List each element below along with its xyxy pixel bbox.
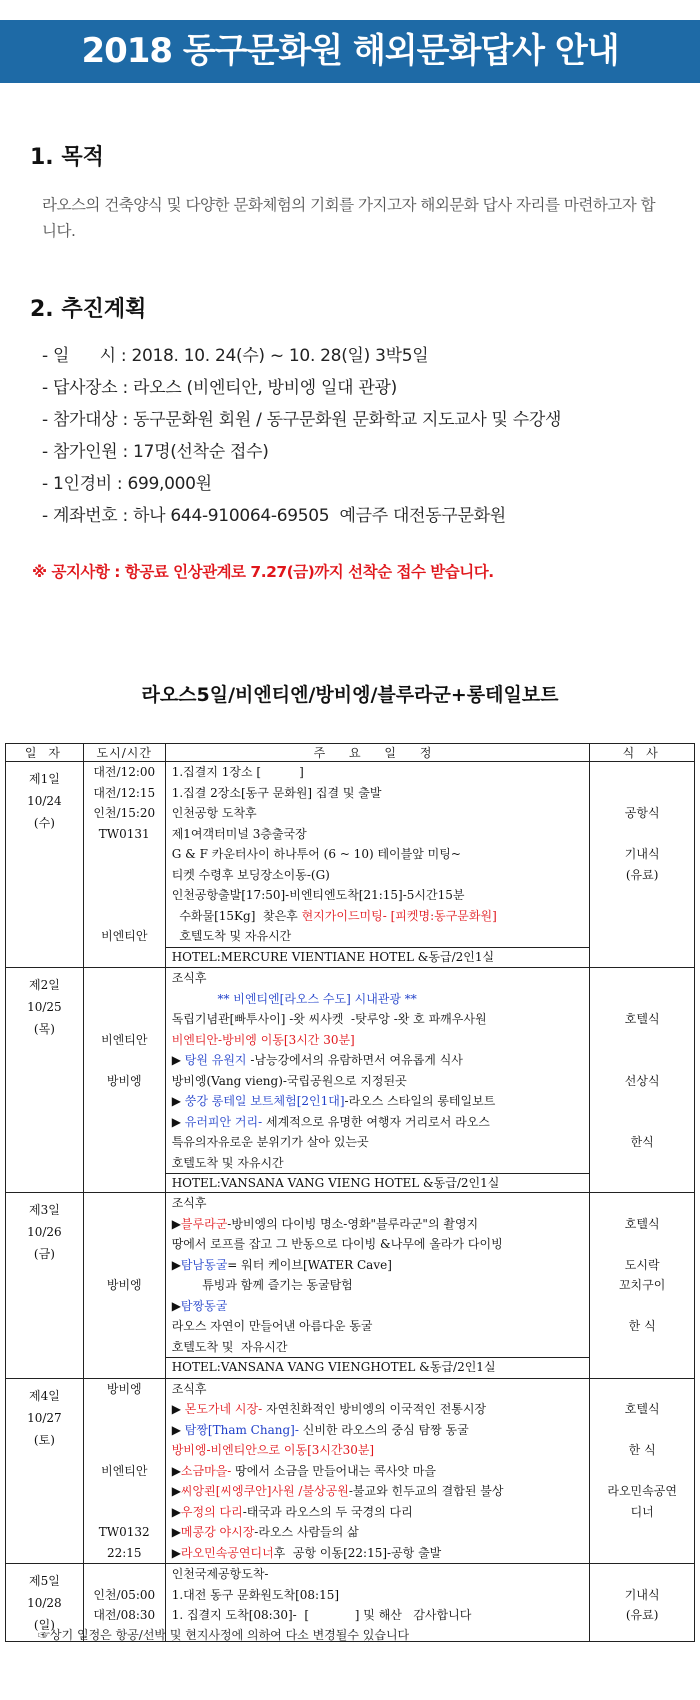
day-label: 10/26 bbox=[27, 1225, 62, 1239]
schedule-line bbox=[166, 1440, 590, 1461]
meal-label bbox=[590, 1379, 694, 1400]
schedule-text: 조식후 bbox=[171, 1381, 207, 1396]
hotel-info: HOTEL:MERCURE VIENTIANE HOTEL &동급/2인1실 bbox=[166, 947, 590, 966]
day-label: (수) bbox=[33, 816, 55, 830]
city-time-label bbox=[84, 1193, 165, 1214]
schedule-text: ▶ bbox=[171, 1463, 181, 1478]
meal-label bbox=[590, 1050, 694, 1071]
page-title-banner bbox=[0, 20, 700, 83]
meal-label bbox=[590, 1153, 694, 1174]
city-time-label bbox=[84, 1091, 165, 1112]
city-time-label: 인천/15:20 bbox=[93, 806, 156, 820]
city-time-label bbox=[84, 1481, 165, 1502]
city-time-label bbox=[84, 968, 165, 989]
schedule-text: 1.집결 2장소[동구 문화원] 집결 및 출발 bbox=[171, 785, 382, 800]
schedule-line bbox=[166, 803, 590, 824]
city-time-label bbox=[84, 1132, 165, 1153]
schedule-text: ▶ bbox=[171, 1114, 185, 1129]
schedule-text: ▶ bbox=[171, 1504, 181, 1519]
day-label: 제5일 bbox=[28, 1574, 60, 1588]
schedule-text: ▶ bbox=[171, 1216, 181, 1231]
meal-label bbox=[590, 989, 694, 1010]
schedule-text: 우정의 다리 bbox=[180, 1504, 243, 1519]
plan-item-count: - 참가인원 : 17명(선착순 접수) bbox=[42, 442, 269, 462]
schedule-text: 조식후 bbox=[171, 1196, 207, 1210]
schedule-text: 1. 집결지 도착[08:30]- [ ] 및 해산 감사합니다 bbox=[171, 1608, 472, 1622]
schedule-text: 땅에서 로프를 잡고 그 반동으로 다이빙 &나무에 올라가 다이빙 bbox=[171, 1237, 503, 1251]
meal-label: 한식 bbox=[630, 1135, 654, 1149]
day-label: 제1일 bbox=[28, 772, 60, 786]
city-time-label bbox=[84, 1502, 165, 1523]
schedule-line bbox=[166, 1585, 590, 1606]
city-time-label bbox=[84, 1440, 165, 1461]
schedule-line bbox=[166, 1543, 590, 1564]
schedule-line bbox=[166, 989, 590, 1010]
day-label: (토) bbox=[33, 1432, 55, 1447]
schedule-text: ▶ bbox=[171, 1422, 185, 1437]
schedule-text: 인천공항출발[17:50]-비엔티엔도착[21:15]-5시간15분 bbox=[171, 888, 465, 902]
meal-label bbox=[590, 1420, 694, 1441]
schedule-line bbox=[166, 1522, 590, 1543]
schedule-text: 씨앙쾬[씨엥쿠안]사원 /불상공원 bbox=[180, 1484, 349, 1498]
schedule-text: ** 비엔티엔[라오스 수도] 시내관광 ** bbox=[171, 991, 417, 1006]
meal-label bbox=[590, 783, 694, 804]
meal-label: (유료) bbox=[625, 1608, 659, 1622]
schedule-line bbox=[166, 1255, 590, 1276]
schedule-line bbox=[166, 1337, 590, 1358]
schedule-line bbox=[166, 1296, 590, 1317]
schedule-text: ▶ bbox=[171, 1545, 181, 1560]
meal-label bbox=[590, 1112, 694, 1133]
city-time-label bbox=[84, 1316, 165, 1337]
meal-label: 호텔식 bbox=[624, 1402, 660, 1416]
meal-label bbox=[590, 1296, 694, 1317]
schedule-text: 수화물[15Kg] 찾은후 bbox=[171, 908, 302, 923]
schedule-row bbox=[6, 1193, 695, 1379]
meal-label bbox=[590, 885, 694, 906]
schedule-text: -남능강에서의 유람하면서 여유롭게 식사 bbox=[246, 1053, 463, 1067]
day-label: 제3일 bbox=[28, 1203, 60, 1217]
meal-label bbox=[590, 1564, 694, 1585]
city-time-label: 비엔티안 bbox=[101, 1032, 148, 1047]
schedule-text: 탐짱[Tham Chang]- bbox=[184, 1422, 299, 1437]
schedule-line bbox=[166, 1379, 590, 1400]
city-time-label bbox=[84, 989, 165, 1010]
schedule-text: 호텔도착 및 자유시간 bbox=[171, 929, 292, 943]
schedule-text: 탕원 유원지 bbox=[184, 1053, 247, 1067]
schedule-text: 땅에서 소금을 만들어내는 콕사앗 마을 bbox=[231, 1463, 436, 1478]
schedule-text: 1.집결지 1장소 [ ] bbox=[171, 765, 304, 779]
schedule-text: 자연친화적인 방비엥의 이국적인 전통시장 bbox=[262, 1402, 487, 1416]
city-time-label bbox=[84, 1009, 165, 1030]
meal-cell bbox=[590, 1564, 695, 1642]
meal-label: 기내식 bbox=[624, 1587, 660, 1602]
city-time-label bbox=[84, 885, 165, 906]
schedule-line bbox=[166, 1193, 590, 1214]
purpose-heading: 1. 목적 bbox=[30, 145, 104, 170]
city-time-label: 비엔티안 bbox=[101, 929, 148, 943]
schedule-text: -불교와 힌두교의 결합된 불상 bbox=[348, 1484, 504, 1498]
meal-label bbox=[590, 1234, 694, 1255]
meal-label bbox=[590, 1543, 694, 1564]
city-time-label bbox=[84, 865, 165, 886]
schedule-text: ▶ bbox=[171, 1053, 185, 1067]
schedule-line bbox=[166, 1234, 590, 1255]
city-time-label: 방비엥 bbox=[106, 1278, 142, 1292]
city-time-label bbox=[84, 844, 165, 865]
schedule-text: 후 공항 이동[22:15]-공항 출발 bbox=[273, 1545, 442, 1560]
city-time-label bbox=[84, 1050, 165, 1071]
meal-label: 선상식 bbox=[624, 1073, 660, 1088]
meal-label bbox=[590, 1337, 694, 1358]
schedule-line bbox=[166, 885, 590, 906]
meal-label: 호텔식 bbox=[624, 1012, 660, 1026]
schedule-cell bbox=[165, 1193, 590, 1379]
city-time-label bbox=[84, 1234, 165, 1255]
meal-cell bbox=[590, 1193, 695, 1379]
meal-label: 기내식 bbox=[624, 847, 660, 861]
schedule-text: 튜빙과 함께 즐기는 동굴탐험 bbox=[171, 1278, 353, 1292]
day-label: 10/24 bbox=[27, 794, 62, 808]
meal-label: 도시락 bbox=[624, 1257, 660, 1272]
schedule-line bbox=[166, 906, 590, 927]
schedule-text: ▶ bbox=[171, 1257, 181, 1272]
schedule-text: = 워터 케이브[WATER Cave] bbox=[227, 1257, 392, 1272]
schedule-line bbox=[166, 1071, 590, 1092]
schedule-line bbox=[166, 1091, 590, 1112]
schedule-text: 방비엥(Vang vieng)-국립공원으로 지정된곳 bbox=[171, 1073, 407, 1088]
city-time-label: 대전/08:30 bbox=[93, 1608, 156, 1622]
schedule-text: 호텔도착 및 자유시간 bbox=[171, 1339, 288, 1354]
schedule-line bbox=[166, 1050, 590, 1071]
city-time-label: 22:15 bbox=[106, 1545, 142, 1560]
meal-cell bbox=[590, 762, 695, 968]
schedule-text: 몬도가네 시장- bbox=[184, 1402, 263, 1416]
schedule-text: -방비엥의 다이빙 명소-영화"블루라군"의 촬영지 bbox=[227, 1216, 479, 1231]
day-label: (목) bbox=[33, 1022, 55, 1036]
footer-note: ☞상기 일정은 항공/선박 및 현지사정에 의하여 다소 변경될수 있습니다 bbox=[38, 1628, 410, 1642]
schedule-text: 독립기념관[빠투사이] -왓 씨사켓 -탓루앙 -왓 호 파깨우사원 bbox=[171, 1012, 487, 1026]
city-time-label: 방비엥 bbox=[106, 1381, 142, 1396]
schedule-line bbox=[166, 926, 590, 947]
schedule-line bbox=[166, 1564, 590, 1585]
schedule-text: 탐짱동굴 bbox=[180, 1298, 228, 1313]
plan-item-place: - 답사장소 : 라오스 (비엔티안, 방비엥 일대 관광) bbox=[42, 378, 397, 398]
schedule-text: 쑹강 롱테일 보트체험[2인1대] bbox=[184, 1094, 345, 1108]
schedule-line bbox=[166, 968, 590, 989]
schedule-header-row bbox=[6, 744, 695, 762]
schedule-line bbox=[166, 1420, 590, 1441]
schedule-text: 인천국제공항도착- bbox=[171, 1567, 269, 1581]
city-time-label bbox=[84, 1564, 165, 1585]
schedule-text: 블루라군 bbox=[180, 1216, 228, 1231]
city-time-label bbox=[84, 1214, 165, 1235]
schedule-text: 신비한 라오스의 중심 탐짱 동굴 bbox=[298, 1422, 469, 1437]
city-cell bbox=[83, 762, 165, 968]
schedule-text: 인천공항 도착후 bbox=[171, 806, 257, 820]
schedule-cell bbox=[165, 1378, 590, 1564]
schedule-table bbox=[5, 743, 695, 1642]
header-day: 일 자 bbox=[6, 744, 84, 762]
meal-label bbox=[590, 906, 694, 927]
schedule-line bbox=[166, 865, 590, 886]
city-time-label: 대전/12:00 bbox=[93, 765, 156, 779]
schedule-line bbox=[166, 844, 590, 865]
schedule-text: 특유의자유로운 분위기가 살아 있는곳 bbox=[171, 1135, 369, 1149]
plan-item-cost: - 1인경비 : 699,000원 bbox=[42, 474, 212, 494]
schedule-text: G & F 카운터사이 하나투어 (6 ~ 10) 테이블앞 미팅~ bbox=[171, 847, 461, 861]
meal-label bbox=[590, 1522, 694, 1543]
city-time-label bbox=[84, 1296, 165, 1317]
schedule-text: 라오민속공연디너 bbox=[180, 1545, 274, 1560]
meal-label: 공항식 bbox=[624, 806, 660, 820]
schedule-text: 메콩강 야시장 bbox=[180, 1525, 255, 1539]
schedule-text: 조식후 bbox=[171, 971, 207, 985]
header-city: 도시/시간 bbox=[83, 744, 165, 762]
schedule-text: 호텔도착 및 자유시간 bbox=[171, 1155, 284, 1170]
city-time-label: 대전/12:15 bbox=[93, 785, 156, 800]
city-time-label: 방비엥 bbox=[106, 1073, 142, 1088]
tour-title: 라오스5일/비엔티엔/방비엥/블루라군+롱테일보트 bbox=[141, 684, 559, 706]
day-cell bbox=[6, 1378, 84, 1564]
city-time-label: TW0132 bbox=[98, 1525, 150, 1539]
schedule-text: 소금마을- bbox=[180, 1463, 232, 1478]
schedule-body bbox=[6, 762, 695, 1642]
schedule-text: 유러피안 거리- bbox=[184, 1114, 263, 1129]
schedule-line bbox=[166, 1112, 590, 1133]
city-cell bbox=[83, 1378, 165, 1564]
schedule-text: ▶ bbox=[171, 1484, 181, 1498]
meal-cell bbox=[590, 968, 695, 1193]
meal-label: 한 식 bbox=[628, 1319, 656, 1333]
header-meals: 식 사 bbox=[590, 744, 695, 762]
meal-label bbox=[590, 1030, 694, 1051]
plan-item-date: - 일 시 : 2018. 10. 24(수) ~ 10. 28(일) 3박5일 bbox=[42, 346, 429, 366]
meal-label bbox=[590, 1461, 694, 1482]
schedule-text: ▶ bbox=[171, 1298, 181, 1313]
schedule-text: 현지가이드미팅- [피켓명:동구문화원] bbox=[301, 908, 497, 923]
notice-text: ※ 공지사항 : 항공료 인상관계로 7.27(금)까지 선착순 접수 받습니다. bbox=[32, 563, 494, 581]
day-cell bbox=[6, 762, 84, 968]
schedule-line bbox=[166, 1605, 590, 1626]
schedule-line bbox=[166, 1030, 590, 1051]
day-label: 제4일 bbox=[28, 1388, 60, 1403]
schedule-line bbox=[166, 824, 590, 845]
day-label: 제2일 bbox=[28, 978, 60, 992]
meal-label bbox=[590, 824, 694, 845]
schedule-row bbox=[6, 762, 695, 968]
city-time-label bbox=[84, 1399, 165, 1420]
schedule-line bbox=[166, 762, 590, 783]
meal-label: (유료) bbox=[625, 867, 659, 882]
page-title: 2018 동구문화원 해외문화답사 안내 bbox=[81, 31, 619, 71]
meal-label bbox=[590, 762, 694, 783]
schedule-cell bbox=[165, 762, 590, 968]
schedule-text: -라오스 스타일의 롱테일보트 bbox=[344, 1094, 496, 1108]
schedule-text: ▶ bbox=[171, 1402, 185, 1416]
plan-heading: 2. 추진계획 bbox=[30, 297, 147, 322]
schedule-row bbox=[6, 1378, 695, 1564]
schedule-text: ▶ bbox=[171, 1094, 185, 1108]
schedule-line bbox=[166, 783, 590, 804]
header-schedule: 주 요 일 정 bbox=[165, 744, 590, 762]
schedule-line bbox=[166, 1481, 590, 1502]
schedule-line bbox=[166, 1275, 590, 1296]
schedule-text: 비엔티안-방비엥 이동[3시간 30분] bbox=[171, 1032, 355, 1047]
meal-cell bbox=[590, 1378, 695, 1564]
plan-item-target: - 참가대상 : 동구문화원 회원 / 동구문화원 문화학교 지도교사 및 수강생 bbox=[42, 410, 562, 430]
meal-label bbox=[590, 1193, 694, 1214]
schedule-text: 탐남동굴 bbox=[180, 1257, 228, 1272]
city-time-label: TW0131 bbox=[98, 826, 150, 841]
meal-label bbox=[590, 947, 694, 968]
meal-label bbox=[590, 926, 694, 947]
city-time-label: 인천/05:00 bbox=[93, 1587, 156, 1602]
day-label: 10/25 bbox=[27, 1000, 62, 1014]
schedule-row bbox=[6, 968, 695, 1193]
purpose-text: 라오스의 건축양식 및 다양한 문화체험의 기회를 가지고자 해외문화 답사 자리를 마련하고자 합니다. bbox=[42, 196, 656, 240]
meal-label bbox=[590, 1357, 694, 1378]
schedule-cell bbox=[165, 968, 590, 1193]
schedule-text: 제1여객터미널 3층출국장 bbox=[171, 826, 307, 841]
hotel-info: HOTEL:VANSANA VANG VIENGHOTEL &동급/2인1실 bbox=[166, 1357, 590, 1376]
city-cell bbox=[83, 968, 165, 1193]
city-time-label bbox=[84, 1420, 165, 1441]
city-time-label bbox=[84, 1112, 165, 1133]
hotel-info: HOTEL:VANSANA VANG VIENG HOTEL &동급/2인1실 bbox=[166, 1173, 590, 1192]
day-label: (일) bbox=[33, 1618, 55, 1632]
day-label: 10/28 bbox=[27, 1596, 62, 1610]
schedule-line bbox=[166, 1153, 590, 1174]
schedule-text: -태국과 라오스의 두 국경의 다리 bbox=[242, 1504, 413, 1519]
schedule-text: 방비엥-비엔티안으로 이동[3시간30분] bbox=[171, 1443, 375, 1457]
plan-item-account: - 계좌번호 : 하나 644-910064-69505 예금주 대전동구문화원 bbox=[42, 506, 506, 526]
schedule-line bbox=[166, 1502, 590, 1523]
city-time-label bbox=[84, 1337, 165, 1358]
schedule-line bbox=[166, 1399, 590, 1420]
city-time-label: 비엔티안 bbox=[101, 1463, 148, 1478]
meal-label: 한 식 bbox=[628, 1443, 656, 1457]
city-time-label bbox=[84, 1255, 165, 1276]
schedule-text: ▶ bbox=[171, 1525, 181, 1539]
city-cell bbox=[83, 1193, 165, 1379]
schedule-text: 1.대전 동구 문화원도착[08:15] bbox=[171, 1587, 340, 1602]
city-time-label bbox=[84, 906, 165, 927]
meal-label: 호텔식 bbox=[624, 1216, 660, 1231]
day-label: (금) bbox=[33, 1247, 55, 1261]
meal-label: 디너 bbox=[630, 1504, 654, 1519]
meal-label bbox=[590, 1091, 694, 1112]
schedule-text: 티켓 수령후 보딩장소이동-(G) bbox=[171, 867, 330, 882]
schedule-line bbox=[166, 1009, 590, 1030]
schedule-line bbox=[166, 1214, 590, 1235]
schedule-text: 라오스 자연이 만들어낸 아름다운 동굴 bbox=[171, 1319, 373, 1333]
meal-label: 꼬치구이 bbox=[618, 1278, 666, 1292]
schedule-text: -라오스 사람들의 삶 bbox=[254, 1525, 359, 1539]
plan-list bbox=[42, 340, 561, 532]
schedule-line bbox=[166, 1132, 590, 1153]
day-label: 10/27 bbox=[27, 1410, 62, 1425]
schedule-line bbox=[166, 1461, 590, 1482]
meal-label bbox=[590, 968, 694, 989]
schedule-line bbox=[166, 1316, 590, 1337]
meal-label: 라오민속공연 bbox=[607, 1484, 677, 1498]
schedule-text: 세계적으로 유명한 여행자 거리로서 라오스 bbox=[262, 1114, 490, 1129]
day-cell bbox=[6, 1193, 84, 1379]
day-cell bbox=[6, 968, 84, 1193]
